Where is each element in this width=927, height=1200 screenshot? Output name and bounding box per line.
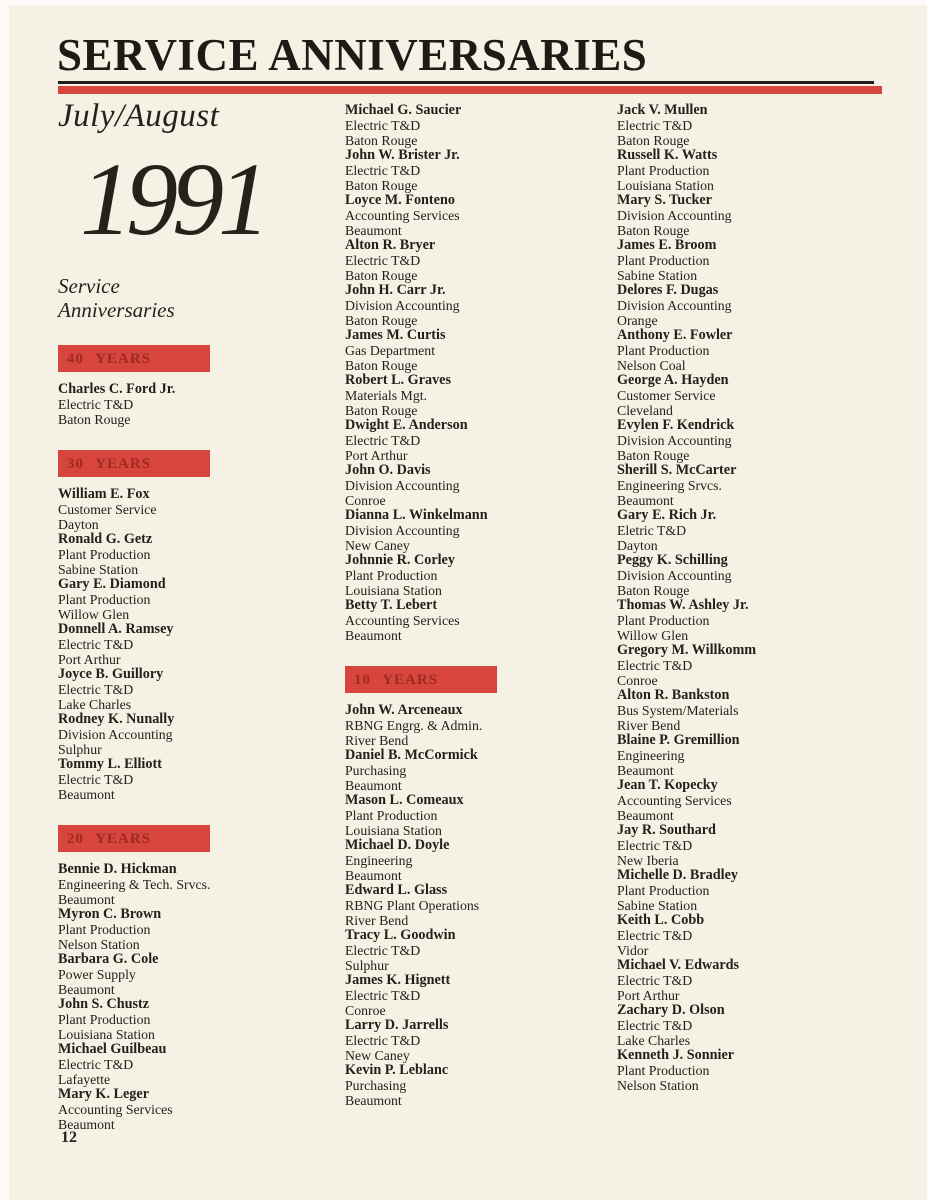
anniversary-entry [345,193,615,238]
entry-name: Michael V. Edwards [617,957,740,973]
entry-name: Anthony E. Fowler [617,327,733,343]
entry-department: Plant Production [58,1012,151,1028]
entry-department: Division Accounting [617,298,732,313]
anniversary-entry [345,373,615,418]
entry-name: Robert L. Graves [345,372,451,388]
section-banner-label: 30 YEARS [67,456,152,473]
anniversary-entry [617,463,887,508]
title-red-bar [58,86,882,94]
entry-name: James M. Curtis [345,327,446,343]
entry-location: Sabine Station [617,898,698,913]
entry-location: Willow Glen [617,628,689,643]
entry-department: Plant Production [58,922,151,938]
column-middle [345,96,615,1108]
anniversary-entry [345,883,615,928]
anniversary-entry [617,238,887,283]
entry-location: Beaumont [345,778,402,793]
entry-location: Baton Rouge [617,448,690,463]
page-subtitle [58,275,328,322]
entry-department: Customer Service [617,388,716,403]
entry-department: Electric T&D [58,397,134,413]
entry-department: Engineering [617,748,685,763]
entry-location: Beaumont [58,1117,115,1133]
entry-name: Sherill S. McCarter [617,462,737,478]
page-title: SERVICE ANNIVERSARIES [57,30,648,80]
entry-location: Baton Rouge [345,178,418,193]
entry-name: George A. Hayden [617,372,729,388]
entry-name: William E. Fox [58,486,150,503]
entry-department: Electric T&D [345,253,421,268]
subtitle-line2: Anniversaries [58,297,175,322]
section-banner-label: 10 YEARS [354,672,439,688]
entry-department: Division Accounting [617,208,732,223]
entry-department: Division Accounting [617,568,732,583]
entry-name: Jean T. Kopecky [617,777,718,793]
entry-name: Russell K. Watts [617,147,718,163]
entry-name: Tracy L. Goodwin [345,927,456,943]
anniversary-entry [617,598,887,643]
entry-name: John H. Carr Jr. [345,282,446,298]
entry-name: Michael G. Saucier [345,102,462,118]
anniversary-entry [345,1063,615,1108]
entry-department: Gas Department [345,343,436,358]
entry-location: Baton Rouge [345,133,418,148]
entry-location: Conroe [617,673,658,688]
entry-department: Plant Production [58,547,151,563]
entry-name: Barbara G. Cole [58,951,159,968]
entry-department: Plant Production [617,253,710,268]
entry-location: Port Arthur [345,448,408,463]
anniversary-entry [345,703,615,748]
section-banner-40-years [58,345,210,372]
entries-block [345,103,615,643]
anniversary-entry [345,418,615,463]
entry-location: Sulphur [345,958,389,973]
entry-department: Electric T&D [345,118,421,133]
entry-department: Division Accounting [345,478,460,493]
entry-department: Customer Service [58,502,157,518]
anniversary-entry [617,328,887,373]
entry-name: Evylen F. Kendrick [617,417,735,433]
anniversary-entry [617,373,887,418]
entry-location: Beaumont [617,493,674,508]
entry-name: Edward L. Glass [345,882,448,898]
entry-department: Electric T&D [58,637,134,653]
entry-name: Daniel B. McCormick [345,747,478,763]
entry-name: Johnnie R. Corley [345,552,455,568]
anniversary-entry [345,928,615,973]
anniversary-entry [345,598,615,643]
entry-location: Dayton [58,517,99,533]
anniversary-entry [345,328,615,373]
entry-location: Orange [617,313,658,328]
anniversary-entry [345,463,615,508]
entry-name: Donnell A. Ramsey [58,621,174,638]
entry-location: Beaumont [617,763,674,778]
entry-location: Beaumont [58,982,115,998]
entries-block [58,382,328,427]
entry-department: Accounting Services [345,208,460,223]
anniversary-entry [345,238,615,283]
anniversary-entry [58,712,328,757]
entry-location: Louisiana Station [58,1027,155,1043]
entry-department: Plant Production [58,592,151,608]
entry-location: Baton Rouge [345,268,418,283]
entry-location: Vidor [617,943,649,958]
entry-location: Beaumont [617,808,674,823]
entry-name: Betty T. Lebert [345,597,438,613]
entry-department: Division Accounting [617,433,732,448]
section-banner-30-years [58,450,210,477]
entry-department: Plant Production [345,808,438,823]
section-banner-label: 40 YEARS [67,351,152,368]
entry-location: Cleveland [617,403,673,418]
entry-name: Michelle D. Bradley [617,867,738,883]
entry-location: Port Arthur [58,652,121,668]
entry-department: Engineering [345,853,413,868]
anniversary-entry [58,382,328,427]
entry-name: James K. Hignett [345,972,451,988]
entry-department: Electric T&D [345,433,421,448]
anniversary-entry [58,907,328,952]
entry-department: Accounting Services [617,793,732,808]
entry-department: RBNG Plant Operations [345,898,480,913]
entry-department: Electric T&D [617,658,693,673]
entry-department: Division Accounting [58,727,173,743]
entry-name: Mary S. Tucker [617,192,712,208]
entry-name: Keith L. Cobb [617,912,705,928]
anniversary-entry [617,688,887,733]
entry-department: Materials Mgt. [345,388,427,403]
entry-location: Sulphur [58,742,102,758]
entry-department: Eletric T&D [617,523,687,538]
entry-department: RBNG Engrg. & Admin. [345,718,483,733]
anniversary-entry [58,532,328,577]
anniversary-entry [58,862,328,907]
year-label: 1991 [80,142,264,258]
entry-department: Electric T&D [617,118,693,133]
entry-location: New Iberia [617,853,679,868]
entry-location: Baton Rouge [345,313,418,328]
anniversary-entry [617,418,887,463]
entry-name: Mary K. Leger [58,1086,149,1103]
entry-location: Baton Rouge [617,583,690,598]
entry-location: Beaumont [345,1093,402,1108]
section-banner-10-years [345,666,497,693]
entry-location: Louisiana Station [345,823,442,838]
column-left [58,96,328,1132]
entry-name: Dwight E. Anderson [345,417,468,433]
entry-location: Port Arthur [617,988,680,1003]
section-banner-20-years [58,825,210,852]
newsletter-page [9,5,927,1200]
entry-location: New Caney [345,1048,410,1063]
anniversary-entry [58,577,328,622]
anniversary-entry [345,793,615,838]
entry-department: Accounting Services [345,613,460,628]
anniversary-entry [617,913,887,958]
entry-department: Purchasing [345,1078,407,1093]
anniversary-entry [345,973,615,1018]
entry-location: Beaumont [58,892,115,908]
entry-location: Beaumont [345,628,402,643]
entry-department: Electric T&D [617,973,693,988]
entry-name: John W. Brister Jr. [345,147,460,163]
anniversary-entry [58,667,328,712]
anniversary-entry [617,148,887,193]
entry-department: Power Supply [58,967,136,983]
entry-name: Rodney K. Nunally [58,711,175,728]
anniversary-entry [617,283,887,328]
anniversary-entry [345,1018,615,1063]
anniversary-entry [58,1042,328,1087]
entry-name: Ronald G. Getz [58,531,153,548]
entry-name: John O. Davis [345,462,431,478]
anniversary-entry [617,193,887,238]
entry-department: Plant Production [617,883,710,898]
entry-department: Electric T&D [58,682,134,698]
entry-location: Lake Charles [617,1033,691,1048]
entry-location: Sabine Station [617,268,698,283]
anniversary-entry [617,1048,887,1093]
entry-department: Electric T&D [58,772,134,788]
anniversary-entry [617,643,887,688]
entry-department: Plant Production [617,343,710,358]
entry-department: Electric T&D [617,928,693,943]
anniversary-entry [617,958,887,1003]
entry-location: Louisiana Station [617,178,714,193]
issue-label: July/August [58,98,220,134]
entries-block [58,487,328,802]
entry-name: Charles C. Ford Jr. [58,381,176,398]
entry-name: Alton R. Bryer [345,237,436,253]
entry-department: Accounting Services [58,1102,173,1118]
entry-name: Joyce B. Guillory [58,666,164,683]
anniversary-entry [58,622,328,667]
entry-department: Electric T&D [345,943,421,958]
entry-name: Delores F. Dugas [617,282,719,298]
entry-name: Jack V. Mullen [617,102,708,118]
entry-location: Lake Charles [58,697,132,713]
entry-location: Nelson Station [617,1078,699,1093]
entry-name: Mason L. Comeaux [345,792,464,808]
entry-department: Plant Production [345,568,438,583]
entry-location: Dayton [617,538,658,553]
section-banner-label: 20 YEARS [67,831,152,848]
entry-location: Baton Rouge [58,412,131,428]
entry-department: Electric T&D [345,988,421,1003]
anniversary-entry [345,508,615,553]
anniversary-entry [58,997,328,1042]
entry-name: Myron C. Brown [58,906,162,923]
entry-name: Larry D. Jarrells [345,1017,449,1033]
anniversary-entry [617,778,887,823]
entry-location: Lafayette [58,1072,111,1088]
entry-department: Division Accounting [345,523,460,538]
entry-location: Nelson Station [58,937,140,953]
title-underline [58,81,874,84]
anniversary-entry [58,487,328,532]
entry-name: John S. Chustz [58,996,150,1013]
entry-location: Nelson Coal [617,358,686,373]
entry-name: James E. Broom [617,237,717,253]
entry-department: Electric T&D [345,163,421,178]
entry-location: Beaumont [345,223,402,238]
entry-name: Jay R. Southard [617,822,716,838]
anniversary-entry [617,103,887,148]
entry-location: Sabine Station [58,562,139,578]
entry-location: Beaumont [345,868,402,883]
entry-name: Michael D. Doyle [345,837,450,853]
entry-name: Gary E. Diamond [58,576,166,593]
entry-department: Plant Production [617,163,710,178]
entry-department: Plant Production [617,613,710,628]
entry-name: Blaine P. Gremillion [617,732,740,748]
entry-department: Electric T&D [345,1033,421,1048]
entry-location: Baton Rouge [617,133,690,148]
anniversary-entry [345,103,615,148]
entries-block [345,703,615,1108]
anniversary-entry [617,733,887,778]
anniversary-entry [617,553,887,598]
entry-location: River Bend [345,913,409,928]
entry-location: Baton Rouge [345,403,418,418]
entry-department: Purchasing [345,763,407,778]
entry-location: Conroe [345,1003,386,1018]
anniversary-entry [345,553,615,598]
anniversary-entry [58,952,328,997]
anniversary-entry [345,148,615,193]
anniversary-entry [617,1003,887,1048]
anniversary-entry [617,823,887,868]
column-right [617,96,887,1093]
anniversary-entry [345,283,615,328]
entry-location: Beaumont [58,787,115,803]
entry-location: Baton Rouge [617,223,690,238]
entry-name: Zachary D. Olson [617,1002,725,1018]
entry-department: Division Accounting [345,298,460,313]
entry-name: Thomas W. Ashley Jr. [617,597,749,613]
entry-name: Alton R. Bankston [617,687,730,703]
entry-name: Peggy K. Schilling [617,552,728,568]
entry-location: Baton Rouge [345,358,418,373]
anniversary-entry [617,868,887,913]
entries-block [617,103,887,1093]
entry-department: Engineering Srvcs. [617,478,722,493]
entry-name: Kenneth J. Sonnier [617,1047,735,1063]
entry-department: Electric T&D [58,1057,134,1073]
entry-name: Loyce M. Fonteno [345,192,455,208]
entry-name: Bennie D. Hickman [58,861,177,878]
anniversary-entry [58,1087,328,1132]
entry-name: John W. Arceneaux [345,702,463,718]
entry-department: Electric T&D [617,838,693,853]
entry-name: Gary E. Rich Jr. [617,507,717,523]
entries-block [58,862,328,1132]
anniversary-entry [345,748,615,793]
subtitle-line1: Service [58,274,120,299]
entry-department: Plant Production [617,1063,710,1078]
entry-name: Dianna L. Winkelmann [345,507,488,523]
entry-location: Willow Glen [58,607,130,623]
anniversary-entry [617,508,887,553]
entry-department: Electric T&D [617,1018,693,1033]
entry-location: Conroe [345,493,386,508]
entry-location: Louisiana Station [345,583,442,598]
entry-name: Gregory M. Willkomm [617,642,757,658]
anniversary-entry [58,757,328,802]
page-number: 12 [61,1129,77,1146]
anniversary-entry [345,838,615,883]
entry-location: New Caney [345,538,410,553]
entry-department: Bus System/Materials [617,703,739,718]
entry-name: Tommy L. Elliott [58,756,162,773]
entry-name: Michael Guilbeau [58,1041,167,1058]
entry-name: Kevin P. Leblanc [345,1062,449,1078]
entry-department: Engineering & Tech. Srvcs. [58,877,211,893]
entry-location: River Bend [617,718,681,733]
entry-location: River Bend [345,733,409,748]
